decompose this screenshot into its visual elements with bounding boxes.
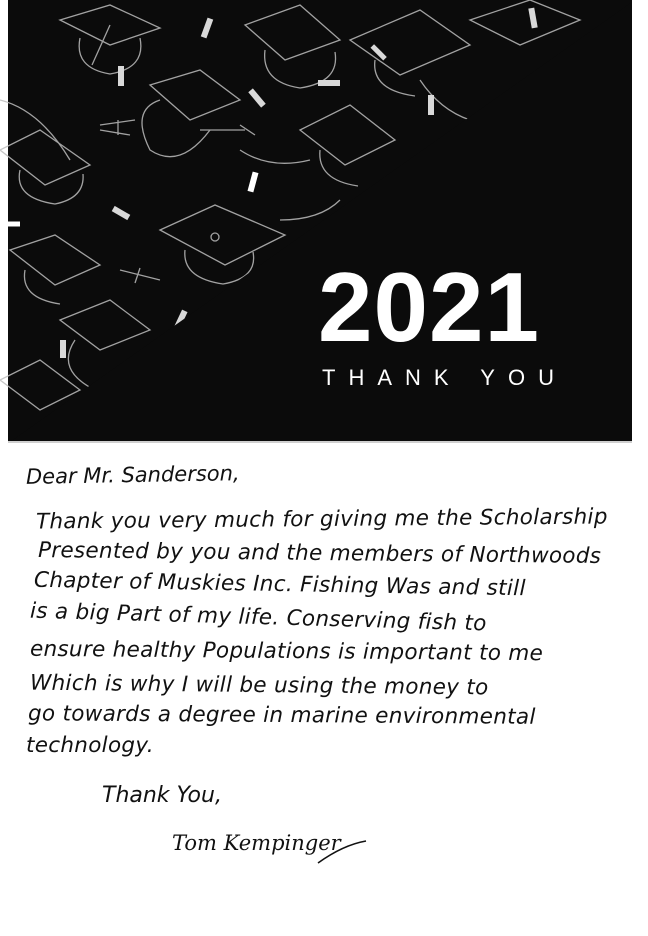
- letter-body-line: Presented by you and the members of Northwoods: [37, 538, 602, 569]
- letter-body-line: is a big Part of my life. Conserving fish to: [29, 598, 487, 637]
- letter-body-line: go towards a degree in marine environmental: [27, 701, 536, 730]
- signature: [168, 823, 388, 883]
- card-header: [0, 0, 648, 445]
- letter-body-line: Which is why I will be using the money to: [29, 670, 489, 701]
- card-subtitle: THANK YOU: [322, 365, 567, 390]
- letter-body-line: technology.: [26, 733, 154, 758]
- letter-salutation: Dear Mr. Sanderson,: [25, 461, 240, 489]
- letter-body-line: ensure healthy Populations is important to me: [29, 636, 544, 667]
- handwritten-letter: [0, 445, 648, 936]
- card-year: 2021: [318, 252, 541, 362]
- signature-text: Tom Kempinger: [172, 831, 341, 855]
- letter-body-line: Thank you very much for giving me the Scholarship: [35, 504, 608, 535]
- letter-closing: Thank You,: [102, 783, 222, 808]
- letter-body-line: Chapter of Muskies Inc. Fishing Was and still: [33, 567, 526, 602]
